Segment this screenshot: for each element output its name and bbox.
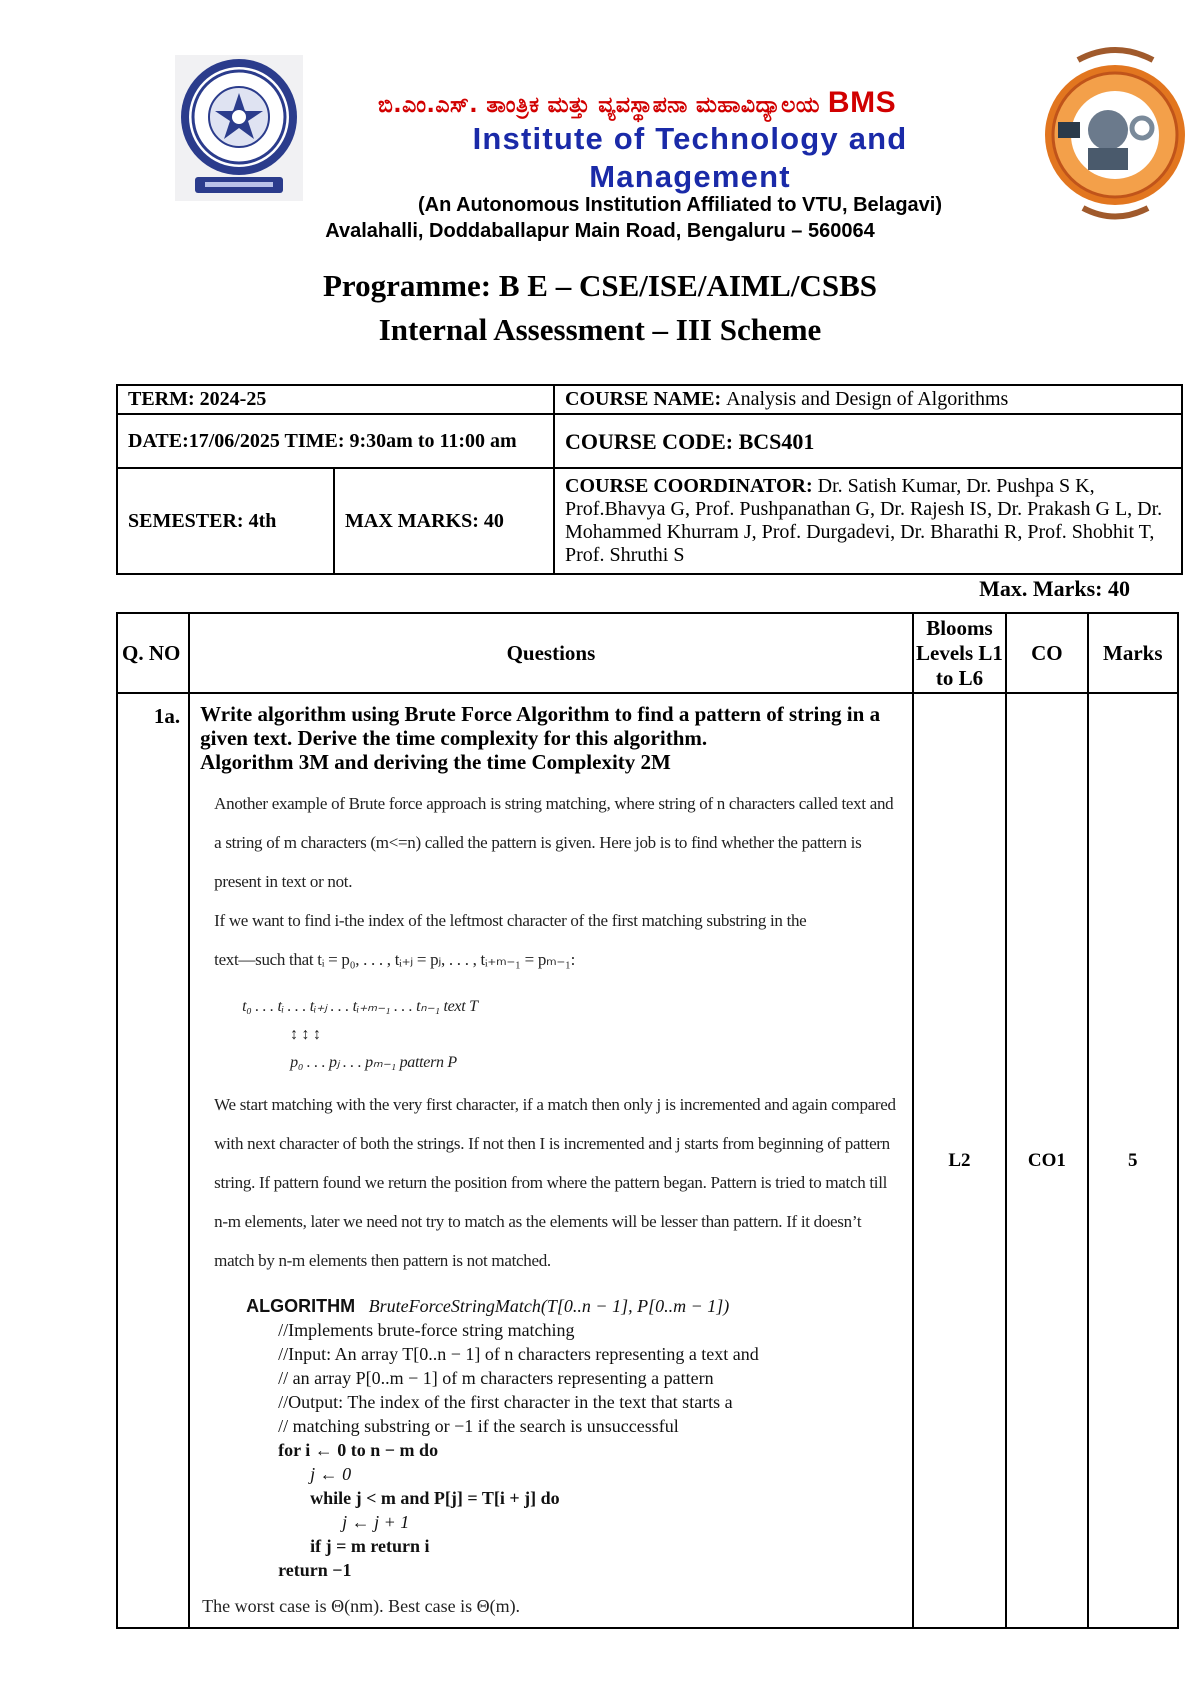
diagram-pattern-row: p₀ . . . pⱼ . . . pₘ₋₁ pattern P (290, 1054, 457, 1071)
diagram-text-row: t₀ . . . tᵢ . . . tᵢ₊ⱼ . . . tᵢ₊ₘ₋₁ . . . tₙ₋₁ text T (242, 998, 478, 1015)
algo-line: j ← 0 (310, 1464, 352, 1484)
algo-line: return −1 (278, 1560, 352, 1580)
algo-line: //Output: The index of the first character in the text that starts a (278, 1392, 733, 1412)
institute-name-line1: Institute of Technology and (472, 121, 908, 156)
max-marks-line: Max. Marks: 40 (979, 576, 1130, 601)
complexity-statement: The worst case is Θ(nm). Best case is Θ(m). (202, 1596, 521, 1616)
institute-address: Avalahalli, Doddaballapur Main Road, Bengaluru – 560064 (325, 220, 875, 242)
solution-para-4: We start matching with the very first character, if a match then only j is incremented and again compared with next character of both the strings. If not then I is incremented and j starts from beginning of pattern string. If pattern found we return the position from where the pattern began. Pattern is tried to match till n-m elements, later we need not try to match as the elements will be lesser than pattern. If it doesn’t match by n-m elements then pattern is not matched. (214, 1095, 896, 1270)
header-marks: Marks (1088, 613, 1178, 693)
semester-cell: SEMESTER: 4th (117, 468, 334, 574)
solution-para-2: If we want to find i-the index of the leftmost character of the first matching substring in the (214, 911, 807, 930)
algo-line: j ← j + 1 (342, 1512, 410, 1532)
algo-line: // an array P[0..m − 1] of m characters representing a pattern (278, 1368, 714, 1388)
programme-title: Programme: B E – CSE/ISE/AIML/CSBS (322, 268, 878, 303)
diagram-arrows: ↕ ↕ ↕ (290, 1026, 321, 1043)
university-emblem-logo (1038, 30, 1193, 225)
solution-para-1: Another example of Brute force approach is string matching, where string of n characters called text and a string of m characters (m<=n) called the pattern is given. Here job is to find whether the pattern is present in text or not. (214, 794, 894, 891)
header-co: CO (1006, 613, 1087, 693)
algo-line: //Implements brute-force string matching (278, 1320, 575, 1340)
algo-line: if j = m return i (310, 1536, 430, 1556)
autonomous-note: (An Autonomous Institution Affiliated to VTU, Belagavi) (417, 194, 943, 216)
question-text: Write algorithm using Brute Force Algorithm to find a pattern of string in a given text. Derive the time complexity for this algorithm. (200, 702, 881, 750)
assessment-title: Internal Assessment – III Scheme (378, 312, 822, 347)
algo-line: //Input: An array T[0..n − 1] of n characters representing a text and (278, 1344, 759, 1364)
marking-scheme: Algorithm 3M and deriving the time Complexity 2M (200, 750, 671, 774)
algorithm-block (246, 1294, 902, 1582)
institute-name-line2: Management (589, 159, 791, 194)
solution-text (214, 784, 902, 1280)
bms-mark: BMS (827, 86, 897, 119)
course-name-cell: COURSE NAME: Analysis and Design of Algorithms (554, 385, 1182, 414)
header-questions: Questions (189, 613, 913, 693)
institute-name-kannada: ಬಿ.ಎಂ.ಎಸ್. ತಾಂತ್ರಿಕ ಮತ್ತು ವ್ಯವಸ್ಥಾಪನಾ ಮಹಾವಿದ್ಯಾಲಯ BMS (378, 86, 897, 119)
course-info-table (116, 384, 1183, 575)
solution-para-3: text—such that tᵢ = p₀, . . . , tᵢ₊ⱼ = pⱼ, . . . , tᵢ₊ₘ₋₁ = pₘ₋₁: (214, 950, 576, 969)
question-number: 1a. (117, 693, 189, 1628)
question-body (189, 693, 913, 1628)
algorithm-header: ALGORITHM BruteForceStringMatch(T[0..n − 1], P[0..m − 1]) (246, 1296, 730, 1316)
header-qno: Q. NO (117, 613, 189, 693)
course-outcome: CO1 (1006, 693, 1087, 1628)
string-match-diagram (242, 987, 662, 1079)
term-cell: TERM: 2024-25 (117, 385, 554, 414)
max-marks-cell: MAX MARKS: 40 (334, 468, 554, 574)
algo-line: for i ← 0 to n − m do (278, 1440, 439, 1460)
algo-line: while j < m and P[j] = T[i + j] do (310, 1488, 560, 1508)
course-coordinator-cell: COURSE COORDINATOR: Dr. Satish Kumar, Dr. Pushpa S K, Prof.Bhavya G, Prof. Pushpanathan G, Dr. Rajesh IS, Dr. Prakash G L, Dr. Mohammed Khurram J, Prof. Durgadevi, Dr. Bharathi R, Prof. Shobhit T, Prof. Shruthi S (554, 468, 1182, 574)
institute-name (440, 120, 940, 196)
bmsit-seal-logo (175, 55, 303, 201)
question-marks: 5 (1088, 693, 1178, 1628)
questions-table (116, 612, 1179, 1629)
course-code-cell: COURSE CODE: BCS401 (554, 414, 1182, 468)
algo-line: // matching substring or −1 if the search is unsuccessful (278, 1416, 679, 1436)
blooms-level: L2 (913, 693, 1006, 1628)
question-row (117, 693, 1178, 1628)
header-blooms: Blooms Levels L1 to L6 (913, 613, 1006, 693)
date-time-cell: DATE:17/06/2025 TIME: 9:30am to 11:00 am (117, 414, 554, 468)
